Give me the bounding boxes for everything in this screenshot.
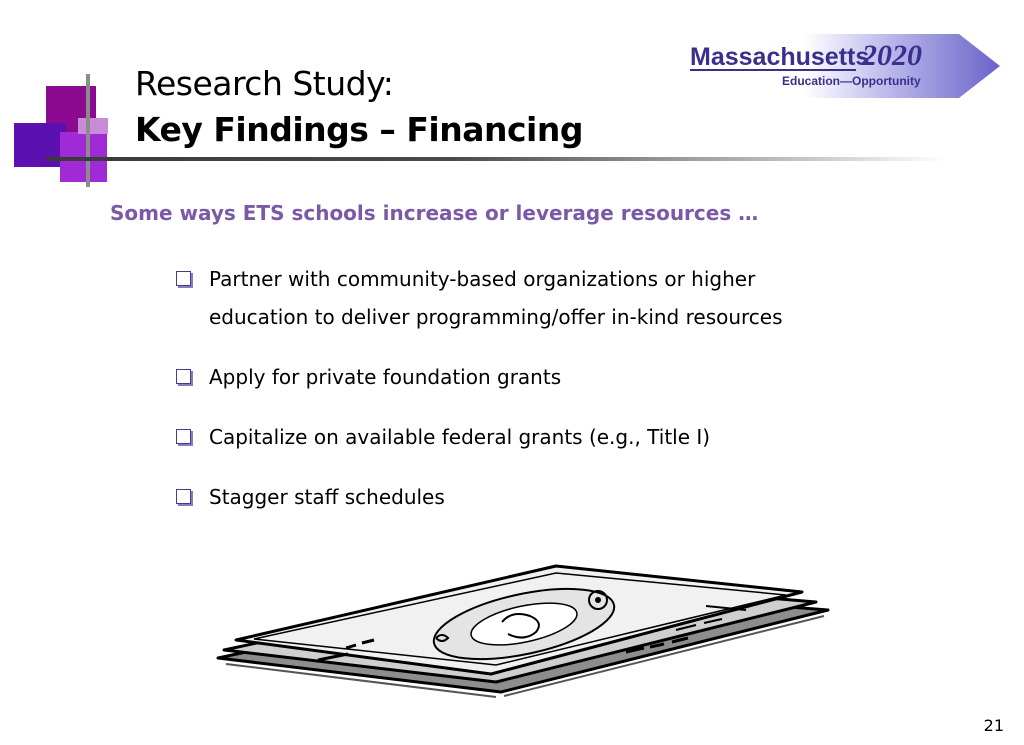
title-line-1: Research Study:	[135, 64, 394, 103]
title-underline	[46, 157, 946, 161]
logo-tagline: Education—Opportunity	[782, 74, 921, 88]
list-item	[174, 478, 874, 516]
list-item	[174, 358, 874, 396]
bullet-text: Stagger staff schedules	[209, 485, 445, 509]
massachusetts-2020-logo	[684, 32, 1002, 102]
bullet-text: Partner with community-based organizations or higher	[209, 267, 756, 291]
decor-vertical-line	[86, 74, 90, 187]
page-number: 21	[983, 716, 1004, 735]
bullet-text-continued: education to deliver programming/offer in-kind resources	[209, 305, 783, 329]
dollar-bills-icon	[206, 560, 836, 710]
checkbox-bullet-icon	[176, 489, 191, 504]
title-line-2: Key Findings – Financing	[135, 110, 583, 149]
checkbox-bullet-icon	[176, 271, 191, 286]
subheading: Some ways ETS schools increase or leverage resources …	[110, 201, 759, 225]
checkbox-bullet-icon	[176, 429, 191, 444]
bullet-list	[174, 260, 874, 538]
bullet-text: Apply for private foundation grants	[209, 365, 562, 389]
list-item	[174, 418, 874, 456]
decor-square-light	[78, 118, 108, 134]
list-item	[174, 260, 874, 336]
bullet-text: Capitalize on available federal grants (e.g., Title I)	[209, 425, 711, 449]
logo-name: Massachusetts	[690, 43, 870, 71]
logo-year: 2020	[862, 39, 922, 72]
checkbox-bullet-icon	[176, 369, 191, 384]
